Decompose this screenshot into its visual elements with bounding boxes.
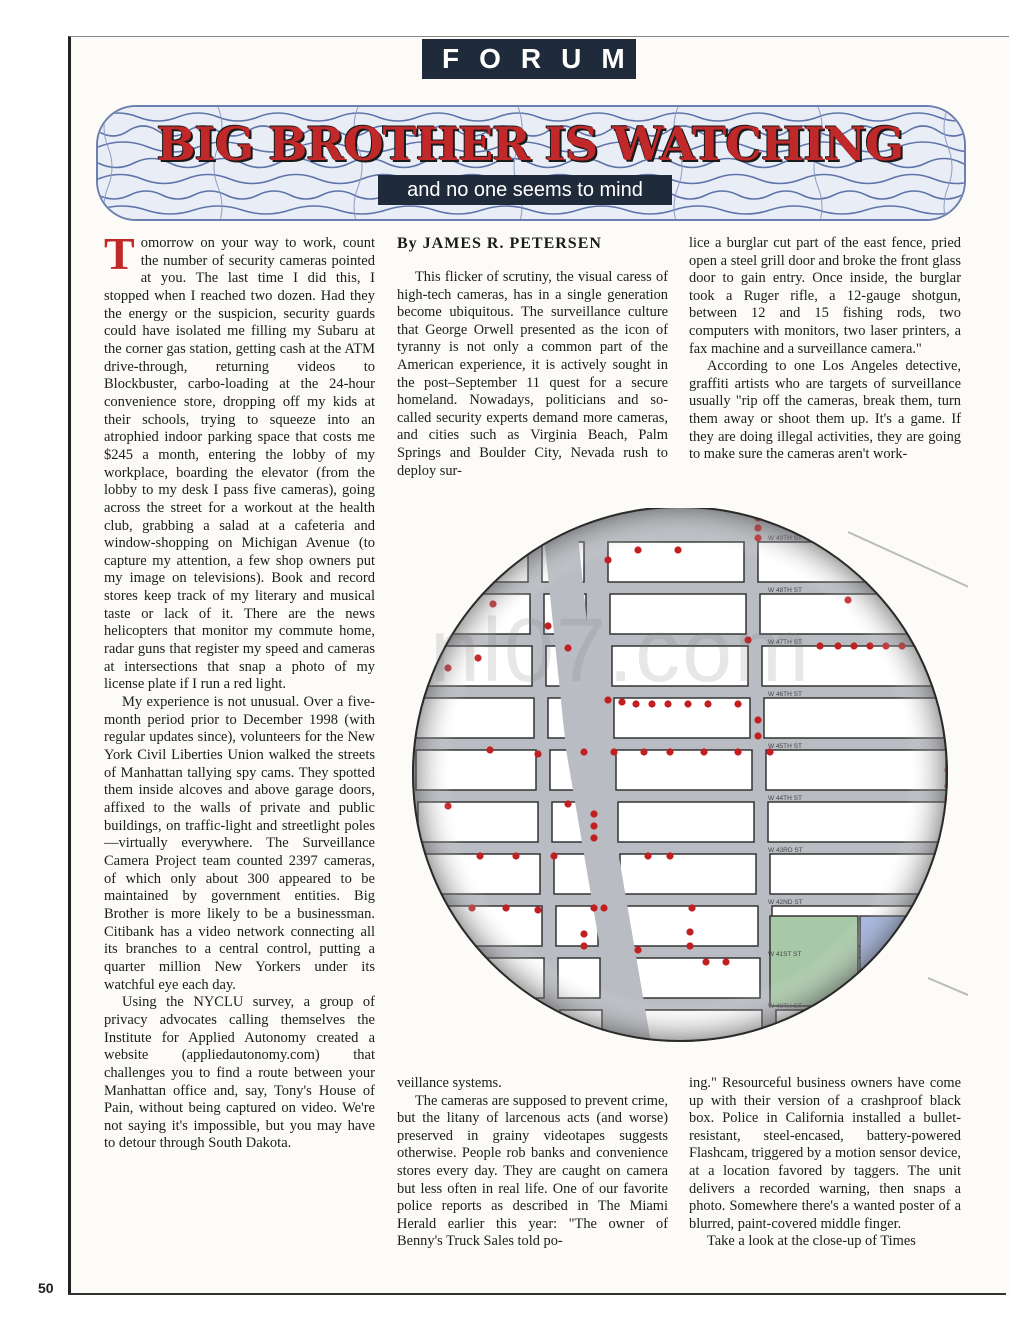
paragraph-1-text: omorrow on your way to work, count the number of security cameras pointed at you. The last time I did this, I stopped when I reached two dozen. Had they the energy or the suspicion, security guards could have isolated me filling my Subaru at the corner gas station, getting cash at the ATM drive-through, returning videos to Blockbuster, carbo-loading at the 24-hour convenience store, dropping off my kids at their schools, trying to squeeze into an atrophied indoor parking space that costs me $245 a month, entering the lobby of my workplace, boarding the elevator (from the lobby to my desk I pass five cameras), going across the street for a workout at the health club, grabbing a salad at a cafeteria and window-shopping on Michigan Avenue (to capture my attention, a few shop owners put my image on televisions). Book and record stores keep track of my literary and musical taste or lack of it. There are the news helicopters that monitor my commute home, radar guns that register my speed and cameras at intersections that snap a photo of my license plate if I run a red light. (104, 235, 375, 693)
paragraph-col3-2: According to one Los Angeles detective, graffiti artists who are targets of surveillance usually "rip off the cameras, break them, turn them away or shoot them up. It's a game. If they are doing illegal activities, they are going to make sure the cameras aren't work- (689, 358, 961, 463)
column-3-bottom (689, 1075, 961, 1280)
paragraph-3: Using the NYCLU survey, a group of privacy advocates calling themselves the Institute for Applied Autonomy created a website (appliedautonomy.com) that challenges you to find a route between your Manhattan office and, say, Tony's House of Pain, without being captured on video. We're not saying it's impossible, but you may have to detour through South Dakota. (104, 994, 375, 1152)
column-2-top (397, 235, 668, 500)
byline: By JAMES R. PETERSEN (397, 235, 602, 252)
paragraph-col3-1: lice a burglar cut part of the east fence, pried open a steel grill door and broke the front glass door to gain entry. Once inside, the burglar took a Ruger rifle, a 12-gauge shotgun, between 12 and 15 fishing rods, two computers with monitors, two laser printers, a fax machine and a surveillance camera." (689, 235, 961, 357)
section-label: FORUM (422, 39, 636, 79)
surveillance-map (408, 508, 968, 1068)
map-graphic (408, 508, 968, 1068)
paragraph-col2-cont: veillance systems. (397, 1075, 502, 1091)
map-block (426, 1010, 546, 1050)
drop-cap: T (104, 228, 135, 279)
column-2-bottom (397, 1075, 668, 1280)
paragraph-col2-1: This flicker of scrutiny, the visual caress of high-tech cameras, has in a single generation become ubiquitous. The surveillance culture that George Orwell presented as the icon of tyranny is not only a common part of the American experience, it is actively sought in the post–September 11 quest for a secure homeland. Nowadays, politicians and so-called security experts demand more cameras, and cities such as Virginia Beach, Palm Springs and Boulder City, Nevada rush to deploy sur- (397, 269, 668, 479)
paragraph-col2-2: The cameras are supposed to prevent crime, but the litany of larcenous acts (and worse) preserved in grainy videotapes suggests otherwise. People rob banks and convenience stores every day. They are caught on camera but less often in real life. One of our favorite police reports as described in The Miami Herald earlier this year: "The owner of Benny's Truck Sales told po- (397, 1092, 668, 1250)
paragraph-2: My experience is not unusual. Over a five-month period prior to December 1998 (with regular updates since), volunteers for the New York Civil Liberties Union walked the streets of Manhattan tallying spy cams. They spotted them inside alcoves and above garage doors, affixed to the walls of private and public buildings, on traffic-light and streetlight poles—virtually everywhere. The Surveillance Camera Project team counted 2397 cameras, of which only about 300 appeared to be maintained by government entities. Big Brother is more likely to be a businessman. Citibank has a video network connecting all its branches to a central control, putting a quarter million New Yorkers under its watchful eye each day. (104, 694, 375, 993)
paragraph-col3-3: Take a look at the close-up of Times (707, 1233, 916, 1250)
page-number: 50 (38, 1280, 54, 1296)
column-3-top (689, 235, 961, 500)
headline: BIG BROTHER IS WATCHING (156, 117, 904, 171)
map-block (776, 1010, 956, 1050)
subhead: and no one seems to mind (378, 175, 672, 205)
column-1 (104, 228, 375, 1275)
paragraph-col3-cont: ing." Resourceful business owners have come up with their version of a crashproof black box. Police in California installed a bullet-resistant, steel-encased, battery-powered Flashcam, triggered by a motion sensor device, at a location favored by taggers. The unit delivers a recorded warning, then snaps a photo. Somewhere there's a wanted poster of a blurred, paint-covered middle finger. (689, 1075, 961, 1232)
paragraph-1 (104, 228, 375, 694)
bottom-rule (68, 1293, 1006, 1295)
